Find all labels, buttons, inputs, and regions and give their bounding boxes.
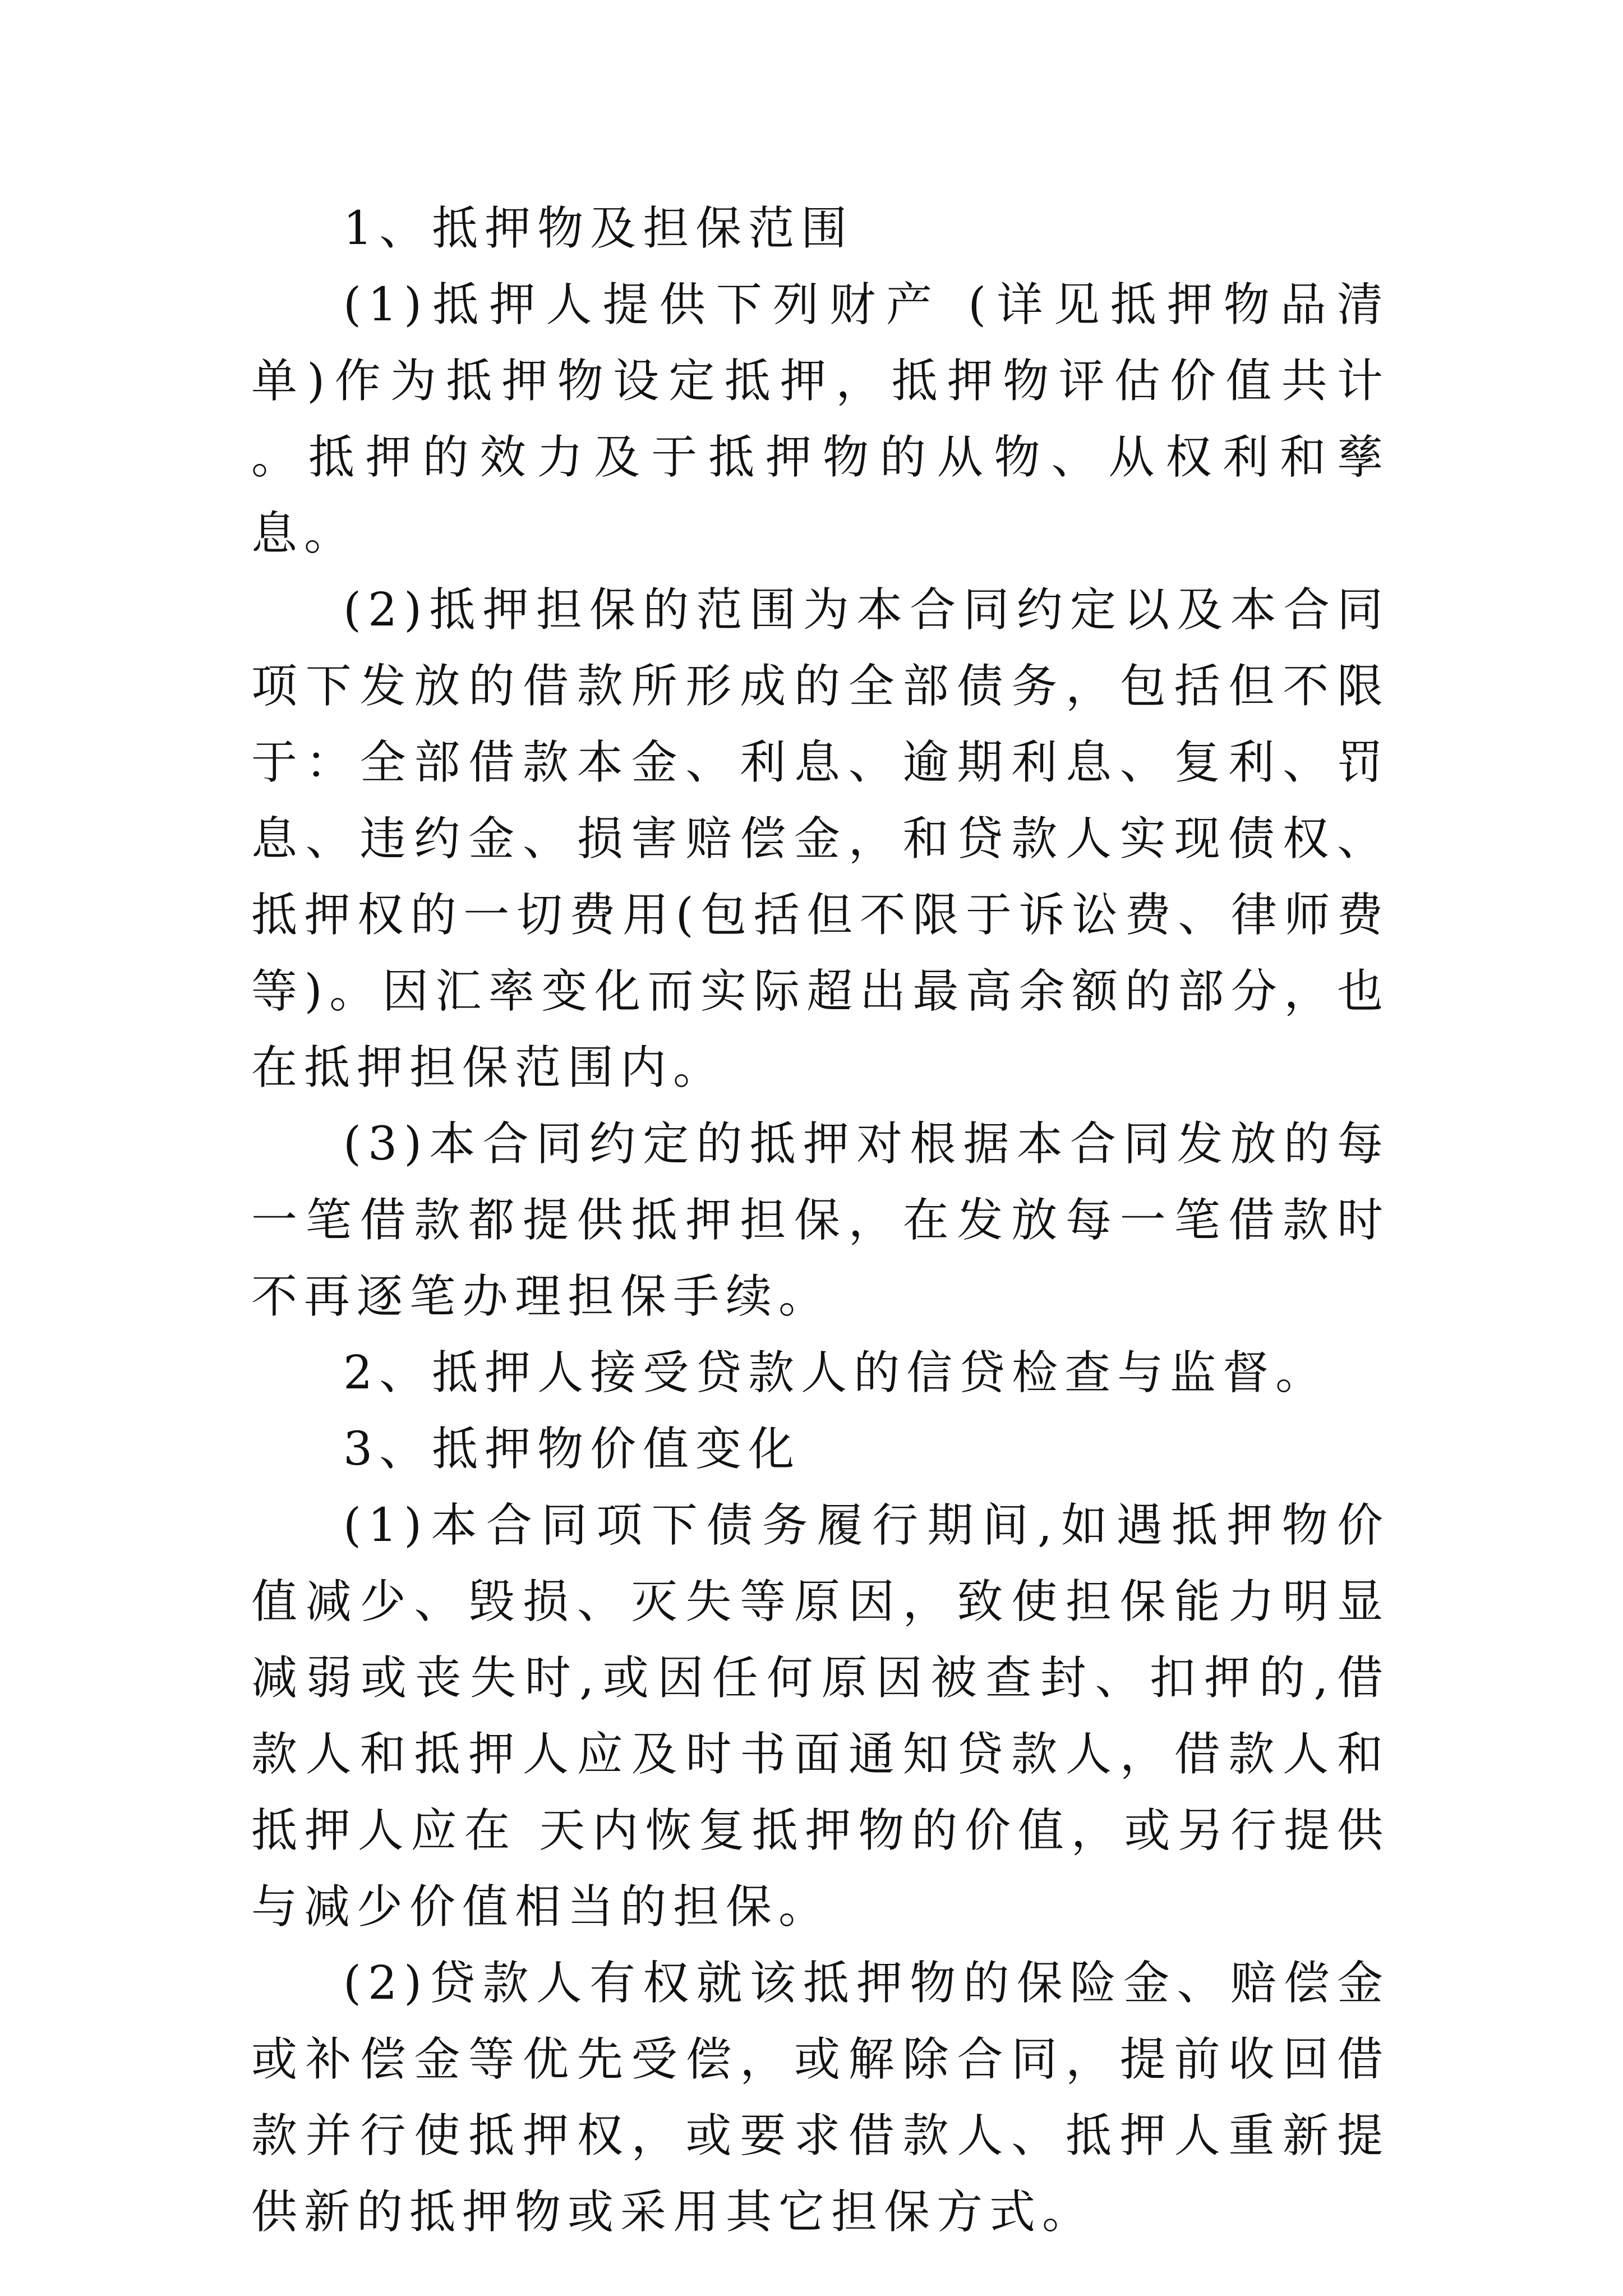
- paragraph-credit-inspection: 2、抵押人接受贷款人的信贷检查与监督。: [343, 1346, 1329, 1400]
- paragraph-lender-priority-rights: (2)贷款人有权就该抵押物的保险金、赔偿金或补偿金等优先受偿，或解除合同，提前收回借款并行使抵押权，或要求借款人、抵押人重新提供新的抵押物或采用其它担保方式。: [251, 1957, 1390, 2239]
- paragraph-value-decrease-notice: (1)本合同项下债务履行期间,如遇抵押物价值减少、毁损、灭失等原因，致使担保能力明显减弱或丧失时,或因任何原因被查封、扣押的,借款人和抵押人应及时书面通知贷款人，借款人和抵押人应在 天内恢复抵押物的价值，或另行提供与减少价值相当的担保。: [251, 1499, 1390, 1934]
- paragraph-collateral-property: (1)抵押人提供下列财产 (详见抵押物品清单)作为抵押物设定抵押，抵押物评估价值共计 。抵押的效力及于抵押物的从物、从权利和孳息。: [251, 278, 1390, 560]
- document-body: [251, 191, 1390, 2251]
- heading-collateral-value-change: 3、抵押物价值变化: [343, 1423, 801, 1476]
- paragraph-each-loan-guarantee: (3)本合同约定的抵押对根据本合同发放的每一笔借款都提供抵押担保，在发放每一笔借款时不再逐笔办理担保手续。: [251, 1117, 1390, 1323]
- paragraph-guarantee-scope: (2)抵押担保的范围为本合同约定以及本合同项下发放的借款所形成的全部债务，包括但不限于：全部借款本金、利息、逾期利息、复利、罚息、违约金、损害赔偿金，和贷款人实现债权、抵押权的一切费用(包括但不限于诉讼费、律师费等)。因汇率变化而实际超出最高余额的部分，也在抵押担保范围内。: [251, 583, 1390, 1094]
- heading-collateral-scope: 1、抵押物及担保范围: [343, 202, 854, 255]
